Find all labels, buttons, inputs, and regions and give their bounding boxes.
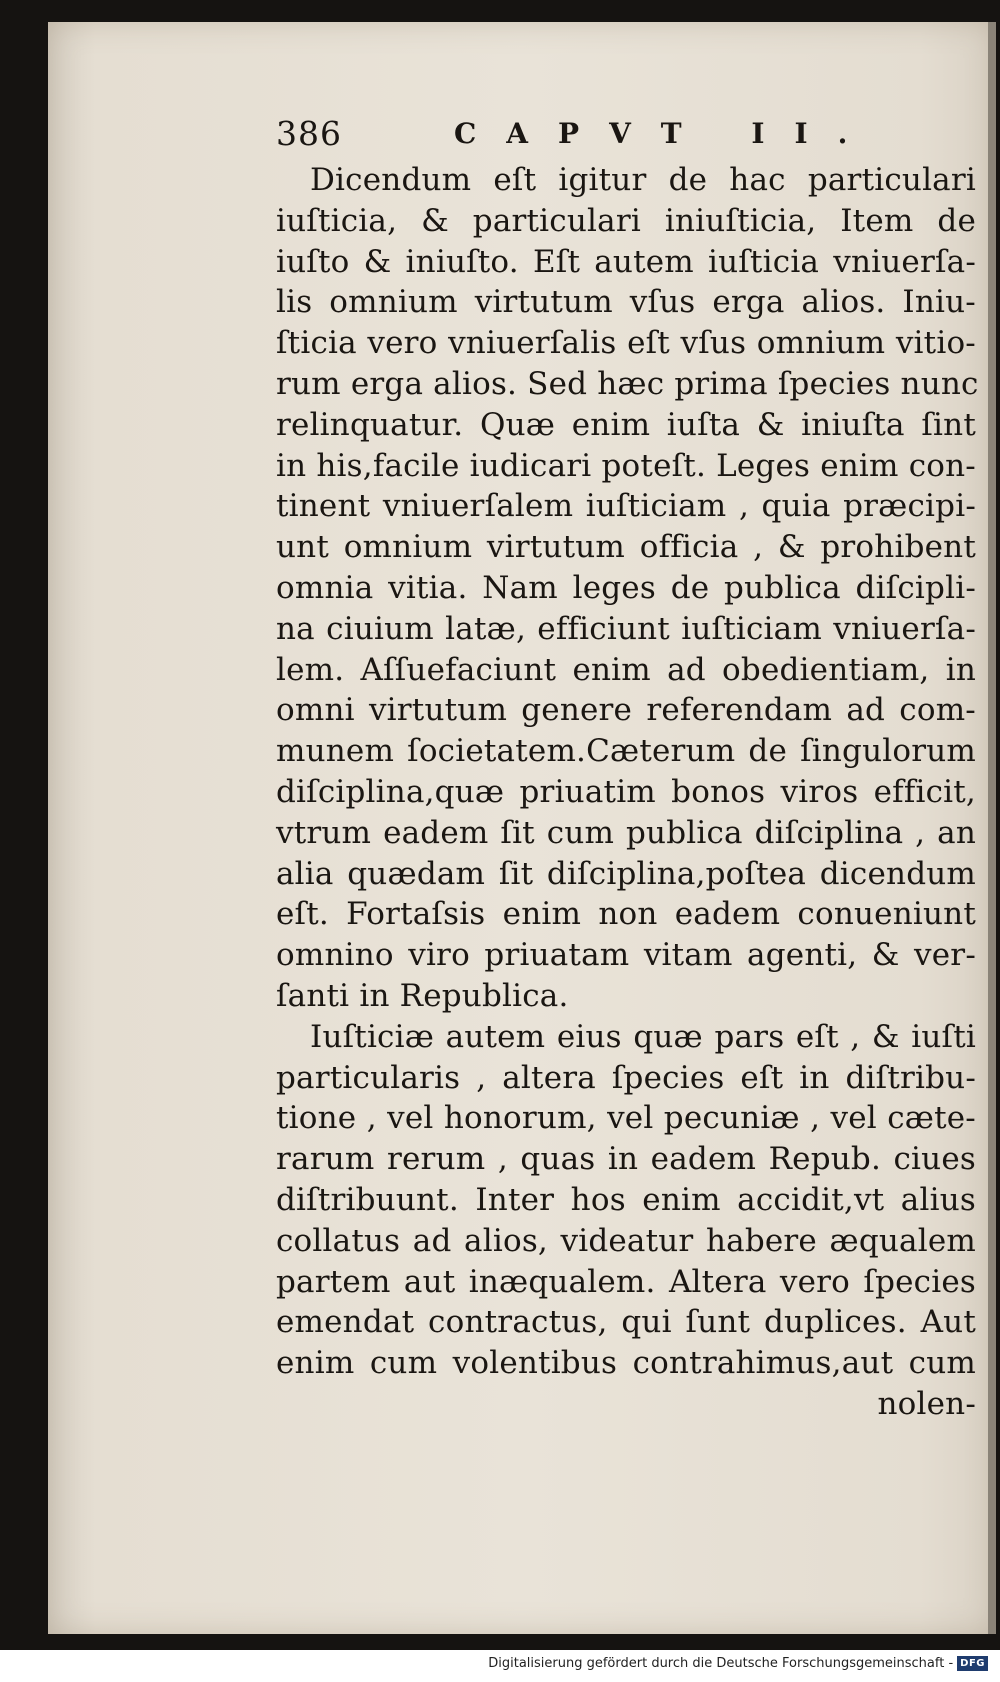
text-line: eſt. Fortaſsis enim non eadem conueniunt xyxy=(276,896,976,933)
text-line: enim cum volentibus contrahimus,aut cum xyxy=(276,1345,976,1382)
text-line: iuſto & iniuſto. Eſt autem iuſticia vniuerſa- xyxy=(276,243,976,280)
text-line: emendat contractus, qui ſunt duplices. Aut xyxy=(276,1304,976,1341)
text-line: diſtribuunt. Inter hos enim accidit,vt alius xyxy=(276,1181,976,1218)
text-line: omni virtutum genere referendam ad com- xyxy=(276,692,976,729)
text-line: Dicendum eſt igitur de hac particulari xyxy=(310,162,976,198)
digitization-footer xyxy=(0,1650,1000,1682)
dfg-logo-icon: DFG xyxy=(957,1656,988,1671)
text-line: vtrum eadem ſit cum publica diſciplina , an xyxy=(276,814,976,851)
footer-credit-text: Digitalisierung gefördert durch die Deutsche Forschungsgemeinschaft - xyxy=(488,1656,954,1671)
text-line: na ciuium latæ, efficiunt iuſticiam vniuerſa- xyxy=(276,610,976,647)
text-line: tinent vniuerſalem iuſticiam , quia præcipi- xyxy=(276,488,976,525)
text-line: omnino viro priuatam vitam agenti, & ver- xyxy=(276,937,976,974)
page-number: 386 xyxy=(276,114,342,153)
text-line: in his,facile iudicari poteſt. Leges enim con- xyxy=(276,447,976,484)
text-line: tione , vel honorum, vel pecuniæ , vel cæte- xyxy=(276,1100,976,1137)
text-line: munem ſocietatem.Cæterum de ſingulorum xyxy=(276,733,976,770)
running-head xyxy=(276,108,976,160)
text-line: ſanti in Republica. xyxy=(276,977,569,1014)
text-line: rum erga alios. Sed hæc prima ſpecies nunc xyxy=(276,365,979,402)
text-line: diſciplina,quæ priuatim bonos viros efficit, xyxy=(276,773,976,810)
text-block xyxy=(276,108,979,1425)
text-line: lem. Aſſuefaciunt enim ad obedientiam, in xyxy=(276,651,976,688)
text-line: ſticia vero vniuerſalis eſt vſus omnium vitio- xyxy=(276,325,976,362)
page-edge xyxy=(988,22,996,1634)
text-line: alia quædam ſit diſciplina,poſtea dicendum xyxy=(276,855,976,892)
text-line: rarum rerum , quas in eadem Repub. ciues xyxy=(276,1141,976,1178)
text-line: particularis , altera ſpecies eſt in diſtribu- xyxy=(276,1059,976,1096)
text-line: lis omnium virtutum vſus erga alios. Iniu- xyxy=(276,284,976,321)
text-line: partem aut inæqualem. Altera vero ſpecies xyxy=(276,1263,976,1300)
text-line: iuſticia, & particulari iniuſticia, Item de xyxy=(276,202,976,239)
catchword: nolen- xyxy=(877,1385,976,1422)
text-line: unt omnium virtutum officia , & prohibent xyxy=(276,529,976,566)
text-line: collatus ad alios, videatur habere æqualem xyxy=(276,1222,976,1259)
chapter-heading: CAPVT II. xyxy=(454,117,878,150)
text-line: omnia vitia. Nam leges de publica diſcipli- xyxy=(276,569,976,606)
text-line: relinquatur. Quæ enim iuſta & iniuſta ſint xyxy=(276,406,976,443)
footer-credit xyxy=(488,1656,988,1671)
text-line: Iuſticiæ autem eius quæ pars eſt , & iuſti xyxy=(310,1018,976,1055)
